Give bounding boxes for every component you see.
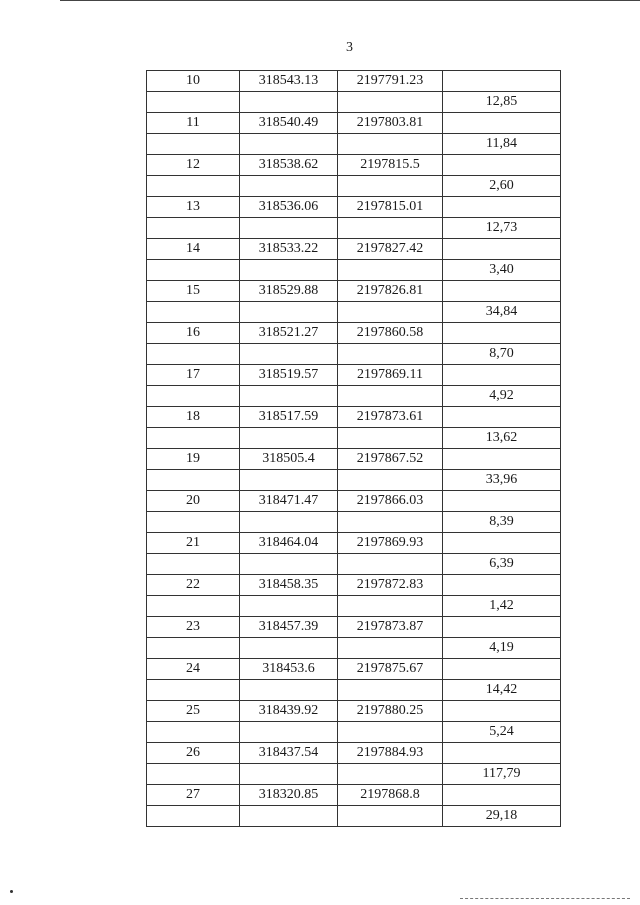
x-coordinate-cell: 318453.6 bbox=[240, 659, 338, 680]
table-row-point bbox=[147, 533, 561, 554]
point-number-cell: 16 bbox=[147, 323, 240, 344]
point-number-cell bbox=[147, 176, 240, 197]
table-row-point bbox=[147, 71, 561, 92]
y-coordinate-cell bbox=[338, 638, 443, 659]
point-number-cell: 18 bbox=[147, 407, 240, 428]
table-row-point bbox=[147, 155, 561, 176]
x-coordinate-cell bbox=[240, 344, 338, 365]
segment-length-cell bbox=[443, 659, 561, 680]
coordinates-table bbox=[146, 70, 561, 827]
x-coordinate-cell bbox=[240, 512, 338, 533]
x-coordinate-cell bbox=[240, 134, 338, 155]
point-number-cell: 21 bbox=[147, 533, 240, 554]
y-coordinate-cell: 2197884.93 bbox=[338, 743, 443, 764]
point-number-cell bbox=[147, 470, 240, 491]
segment-length-cell: 13,62 bbox=[443, 428, 561, 449]
point-number-cell: 20 bbox=[147, 491, 240, 512]
y-coordinate-cell: 2197875.67 bbox=[338, 659, 443, 680]
table-row-segment bbox=[147, 596, 561, 617]
table-row-segment bbox=[147, 470, 561, 491]
point-number-cell bbox=[147, 764, 240, 785]
table-row-segment bbox=[147, 638, 561, 659]
x-coordinate-cell bbox=[240, 218, 338, 239]
scan-dot bbox=[10, 890, 13, 893]
point-number-cell bbox=[147, 554, 240, 575]
x-coordinate-cell: 318437.54 bbox=[240, 743, 338, 764]
table-row-segment bbox=[147, 722, 561, 743]
x-coordinate-cell bbox=[240, 764, 338, 785]
x-coordinate-cell bbox=[240, 554, 338, 575]
segment-length-cell bbox=[443, 491, 561, 512]
segment-length-cell bbox=[443, 239, 561, 260]
x-coordinate-cell: 318538.62 bbox=[240, 155, 338, 176]
table-row-segment bbox=[147, 344, 561, 365]
y-coordinate-cell: 2197873.87 bbox=[338, 617, 443, 638]
x-coordinate-cell: 318458.35 bbox=[240, 575, 338, 596]
segment-length-cell: 33,96 bbox=[443, 470, 561, 491]
x-coordinate-cell: 318517.59 bbox=[240, 407, 338, 428]
point-number-cell bbox=[147, 260, 240, 281]
point-number-cell bbox=[147, 596, 240, 617]
x-coordinate-cell: 318533.22 bbox=[240, 239, 338, 260]
point-number-cell bbox=[147, 638, 240, 659]
y-coordinate-cell bbox=[338, 554, 443, 575]
segment-length-cell bbox=[443, 449, 561, 470]
point-number-cell bbox=[147, 512, 240, 533]
segment-length-cell bbox=[443, 575, 561, 596]
segment-length-cell bbox=[443, 785, 561, 806]
table-row-segment bbox=[147, 260, 561, 281]
x-coordinate-cell: 318529.88 bbox=[240, 281, 338, 302]
table-row-segment bbox=[147, 134, 561, 155]
y-coordinate-cell: 2197869.93 bbox=[338, 533, 443, 554]
point-number-cell: 25 bbox=[147, 701, 240, 722]
y-coordinate-cell: 2197869.11 bbox=[338, 365, 443, 386]
point-number-cell: 24 bbox=[147, 659, 240, 680]
point-number-cell: 14 bbox=[147, 239, 240, 260]
table-row-point bbox=[147, 365, 561, 386]
table-row-point bbox=[147, 449, 561, 470]
segment-length-cell bbox=[443, 617, 561, 638]
segment-length-cell bbox=[443, 323, 561, 344]
page-number: 3 bbox=[346, 40, 353, 55]
y-coordinate-cell bbox=[338, 218, 443, 239]
segment-length-cell: 2,60 bbox=[443, 176, 561, 197]
y-coordinate-cell: 2197815.01 bbox=[338, 197, 443, 218]
table-row-segment bbox=[147, 554, 561, 575]
segment-length-cell: 5,24 bbox=[443, 722, 561, 743]
x-coordinate-cell: 318320.85 bbox=[240, 785, 338, 806]
table-row-segment bbox=[147, 218, 561, 239]
y-coordinate-cell: 2197880.25 bbox=[338, 701, 443, 722]
y-coordinate-cell bbox=[338, 596, 443, 617]
table-row-point bbox=[147, 323, 561, 344]
segment-length-cell bbox=[443, 113, 561, 134]
x-coordinate-cell: 318543.13 bbox=[240, 71, 338, 92]
segment-length-cell: 6,39 bbox=[443, 554, 561, 575]
point-number-cell bbox=[147, 680, 240, 701]
y-coordinate-cell bbox=[338, 428, 443, 449]
y-coordinate-cell bbox=[338, 134, 443, 155]
segment-length-cell: 1,42 bbox=[443, 596, 561, 617]
table-row-point bbox=[147, 491, 561, 512]
x-coordinate-cell: 318521.27 bbox=[240, 323, 338, 344]
point-number-cell: 17 bbox=[147, 365, 240, 386]
segment-length-cell: 4,19 bbox=[443, 638, 561, 659]
y-coordinate-cell: 2197868.8 bbox=[338, 785, 443, 806]
segment-length-cell: 3,40 bbox=[443, 260, 561, 281]
y-coordinate-cell bbox=[338, 386, 443, 407]
table-row-segment bbox=[147, 806, 561, 827]
y-coordinate-cell bbox=[338, 680, 443, 701]
x-coordinate-cell: 318519.57 bbox=[240, 365, 338, 386]
segment-length-cell bbox=[443, 743, 561, 764]
x-coordinate-cell bbox=[240, 722, 338, 743]
point-number-cell: 13 bbox=[147, 197, 240, 218]
y-coordinate-cell: 2197826.81 bbox=[338, 281, 443, 302]
table-row-point bbox=[147, 743, 561, 764]
point-number-cell bbox=[147, 386, 240, 407]
y-coordinate-cell bbox=[338, 512, 443, 533]
y-coordinate-cell bbox=[338, 176, 443, 197]
y-coordinate-cell: 2197866.03 bbox=[338, 491, 443, 512]
table-row-segment bbox=[147, 764, 561, 785]
x-coordinate-cell bbox=[240, 470, 338, 491]
x-coordinate-cell: 318471.47 bbox=[240, 491, 338, 512]
point-number-cell: 23 bbox=[147, 617, 240, 638]
segment-length-cell: 8,39 bbox=[443, 512, 561, 533]
x-coordinate-cell: 318536.06 bbox=[240, 197, 338, 218]
table-row-point bbox=[147, 281, 561, 302]
x-coordinate-cell bbox=[240, 260, 338, 281]
x-coordinate-cell bbox=[240, 680, 338, 701]
table-row-point bbox=[147, 785, 561, 806]
x-coordinate-cell bbox=[240, 596, 338, 617]
segment-length-cell bbox=[443, 701, 561, 722]
y-coordinate-cell: 2197803.81 bbox=[338, 113, 443, 134]
y-coordinate-cell: 2197873.61 bbox=[338, 407, 443, 428]
x-coordinate-cell bbox=[240, 428, 338, 449]
segment-length-cell bbox=[443, 71, 561, 92]
segment-length-cell bbox=[443, 533, 561, 554]
table-row-point bbox=[147, 617, 561, 638]
y-coordinate-cell bbox=[338, 470, 443, 491]
y-coordinate-cell bbox=[338, 260, 443, 281]
y-coordinate-cell bbox=[338, 764, 443, 785]
x-coordinate-cell: 318457.39 bbox=[240, 617, 338, 638]
y-coordinate-cell: 2197827.42 bbox=[338, 239, 443, 260]
bottom-scan-marks bbox=[460, 898, 630, 899]
table-row-segment bbox=[147, 512, 561, 533]
x-coordinate-cell bbox=[240, 92, 338, 113]
x-coordinate-cell bbox=[240, 386, 338, 407]
table-row-point bbox=[147, 197, 561, 218]
y-coordinate-cell bbox=[338, 344, 443, 365]
table-row-point bbox=[147, 239, 561, 260]
table-row-point bbox=[147, 575, 561, 596]
segment-length-cell: 8,70 bbox=[443, 344, 561, 365]
point-number-cell bbox=[147, 218, 240, 239]
segment-length-cell: 34,84 bbox=[443, 302, 561, 323]
table-row-segment bbox=[147, 176, 561, 197]
y-coordinate-cell bbox=[338, 806, 443, 827]
x-coordinate-cell bbox=[240, 638, 338, 659]
segment-length-cell bbox=[443, 197, 561, 218]
x-coordinate-cell: 318439.92 bbox=[240, 701, 338, 722]
segment-length-cell bbox=[443, 407, 561, 428]
point-number-cell: 26 bbox=[147, 743, 240, 764]
y-coordinate-cell bbox=[338, 302, 443, 323]
point-number-cell: 10 bbox=[147, 71, 240, 92]
point-number-cell bbox=[147, 806, 240, 827]
y-coordinate-cell: 2197860.58 bbox=[338, 323, 443, 344]
segment-length-cell: 117,79 bbox=[443, 764, 561, 785]
point-number-cell bbox=[147, 92, 240, 113]
segment-length-cell bbox=[443, 281, 561, 302]
x-coordinate-cell: 318505.4 bbox=[240, 449, 338, 470]
point-number-cell: 12 bbox=[147, 155, 240, 176]
segment-length-cell: 12,85 bbox=[443, 92, 561, 113]
table-row-point bbox=[147, 407, 561, 428]
segment-length-cell bbox=[443, 155, 561, 176]
y-coordinate-cell: 2197872.83 bbox=[338, 575, 443, 596]
segment-length-cell: 4,92 bbox=[443, 386, 561, 407]
table-row-point bbox=[147, 113, 561, 134]
point-number-cell: 22 bbox=[147, 575, 240, 596]
y-coordinate-cell: 2197867.52 bbox=[338, 449, 443, 470]
segment-length-cell: 29,18 bbox=[443, 806, 561, 827]
y-coordinate-cell: 2197791.23 bbox=[338, 71, 443, 92]
table-row-segment bbox=[147, 680, 561, 701]
x-coordinate-cell bbox=[240, 176, 338, 197]
table-row-segment bbox=[147, 386, 561, 407]
y-coordinate-cell: 2197815.5 bbox=[338, 155, 443, 176]
table-row-point bbox=[147, 659, 561, 680]
point-number-cell bbox=[147, 134, 240, 155]
point-number-cell: 15 bbox=[147, 281, 240, 302]
table-row-segment bbox=[147, 428, 561, 449]
x-coordinate-cell: 318540.49 bbox=[240, 113, 338, 134]
x-coordinate-cell bbox=[240, 806, 338, 827]
x-coordinate-cell: 318464.04 bbox=[240, 533, 338, 554]
point-number-cell bbox=[147, 722, 240, 743]
segment-length-cell: 11,84 bbox=[443, 134, 561, 155]
point-number-cell: 27 bbox=[147, 785, 240, 806]
top-rule bbox=[60, 0, 640, 1]
point-number-cell: 19 bbox=[147, 449, 240, 470]
y-coordinate-cell bbox=[338, 92, 443, 113]
y-coordinate-cell bbox=[338, 722, 443, 743]
segment-length-cell: 12,73 bbox=[443, 218, 561, 239]
coordinates-table-body bbox=[147, 71, 561, 827]
table-row-segment bbox=[147, 302, 561, 323]
segment-length-cell: 14,42 bbox=[443, 680, 561, 701]
x-coordinate-cell bbox=[240, 302, 338, 323]
point-number-cell bbox=[147, 428, 240, 449]
point-number-cell: 11 bbox=[147, 113, 240, 134]
table-row-point bbox=[147, 701, 561, 722]
point-number-cell bbox=[147, 344, 240, 365]
table-row-segment bbox=[147, 92, 561, 113]
point-number-cell bbox=[147, 302, 240, 323]
segment-length-cell bbox=[443, 365, 561, 386]
